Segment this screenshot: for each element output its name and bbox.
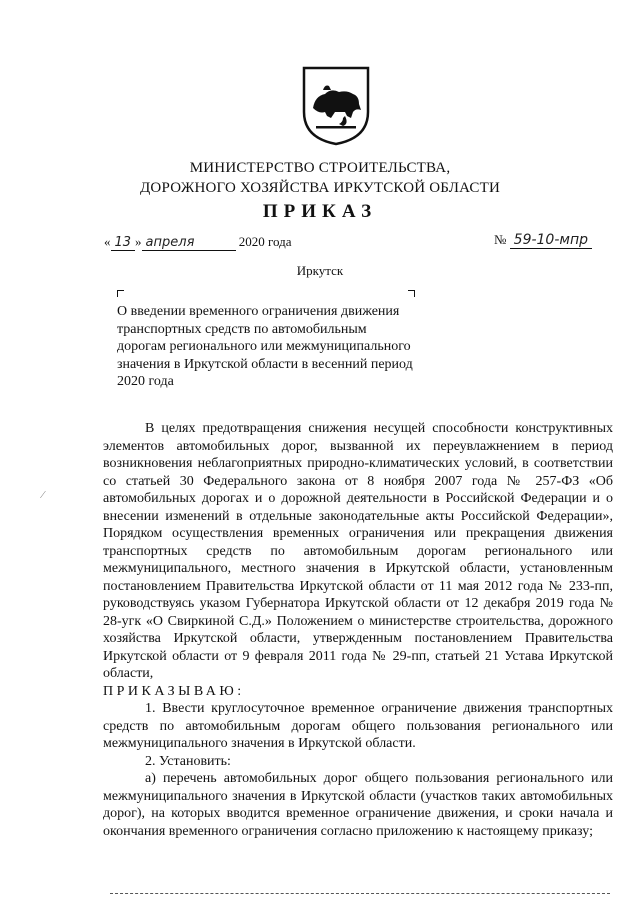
date-open-quote: « xyxy=(104,234,111,249)
date-year: 2020 года xyxy=(238,234,292,249)
order-number xyxy=(494,232,592,249)
date-day: 13 xyxy=(111,235,136,251)
document-type-title: ПРИКАЗ xyxy=(262,201,378,222)
number-value: 59-10-мпр xyxy=(510,232,592,249)
page-footer-line xyxy=(110,893,610,894)
coat-of-arms-emblem xyxy=(301,66,371,146)
order-subject: О введении временного ограничения движения транспортных средств по автомобильным дорогам регионального или межмуниципального значения в Иркутской области в весенний период 2020 года xyxy=(117,304,413,389)
scan-mark: ⁄ xyxy=(42,489,44,501)
number-prefix: № xyxy=(494,232,507,247)
order-body xyxy=(103,420,613,840)
order-word: ПРИКАЗЫВАЮ: xyxy=(103,683,245,699)
order-date xyxy=(104,234,292,251)
date-close-quote: » xyxy=(135,234,142,249)
date-month: апреля xyxy=(142,235,236,251)
item-2a-paragraph: а) перечень автомобильных дорог общего пользования регионального или межмуниципального значения в Иркутской области (участков таких автомобильных дорог), на которых вводится временное ограничение движения, и сроки начала и окончания временного ограничения согласно приложению к настоящему приказу; xyxy=(103,771,613,839)
ministry-name-line1: МИНИСТЕРСТВО СТРОИТЕЛЬСТВА, xyxy=(189,160,451,176)
city-name: Иркутск xyxy=(296,263,344,278)
item-2-paragraph: 2. Установить: xyxy=(145,753,231,769)
ministry-name-line2: ДОРОЖНОГО ХОЗЯЙСТВА ИРКУТСКОЙ ОБЛАСТИ xyxy=(140,180,500,196)
item-1-paragraph: 1. Ввести круглосуточное временное ограничение движения транспортных средств по автомобильным дорогам общего пользования регионального или межмуниципального значения в Иркутской области. xyxy=(103,701,613,751)
preamble-paragraph: В целях предотвращения снижения несущей способности конструктивных элементов автомобильных дорог, вызванной их переувлажнением в период возникновения неблагоприятных природно-климатических условий, в соответствии со статьей 30 Федерального закона от 8 ноября 2007 года № 257-ФЗ «Об автомобильных дорогах и о дорожной деятельности в Российской Федерации и о внесении изменений в отдельные законодательные акты Российской Федерации», Порядком осуществления временных ограничения или прекращения движения транспортных средств по автомобильным дорогам регионального или межмуниципального, местного значения в Иркутской области, установленным постановлением Правительства Иркутской области от 11 мая 2012 года № 233-пп, руководствуясь указом Губернатора Иркутской области от 12 декабря 2019 года № 28-угк «О Свиркиной С.Д.» Положением о министерстве строительства, дорожного хозяйства Иркутской области, утвержденным постановлением Правительства Иркутской области от 9 февраля 2011 года № 29-пп, статьей 21 Устава Иркутской области, xyxy=(103,421,613,681)
subject-bracket-left xyxy=(117,290,124,297)
subject-bracket-right xyxy=(408,290,415,297)
